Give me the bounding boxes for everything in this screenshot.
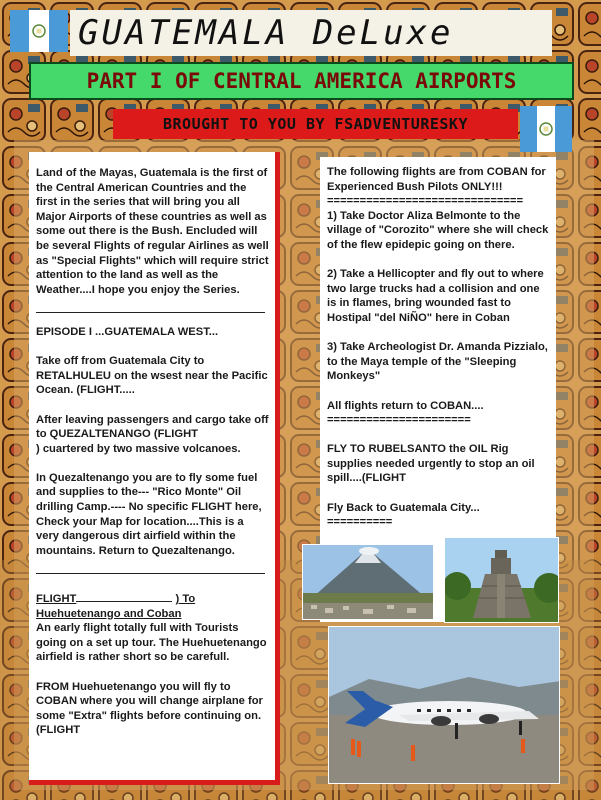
flight-route: Huehuetenango and Coban <box>36 607 182 620</box>
right-divider-3: ========== <box>327 516 393 529</box>
para2-start: After leaving passengers and cargo take off to QUEZALTENANGO (FLIGHT <box>36 413 269 441</box>
flight-paragraph-4: An early flight totally full with Tourists going on a set up tour. The Huehuetenango airfield is rather short so be carefull. <box>36 622 267 664</box>
flight-label: FLIGHT <box>36 593 77 606</box>
byline-text: BROUGHT TO YOU BY FSADVENTURESKY <box>163 115 468 133</box>
flight-line <box>36 592 269 607</box>
mission-1: 1) Take Doctor Aliza Belmonte to the village of "Corozito" where she will check of the flew epidepic going on there. <box>327 209 549 251</box>
mission-2: 2) Take a Hellicopter and fly out to where two large trucks had a collision and one is in flames, bring wounded fast to Hostipal "del NiÑO" here in Coban <box>327 268 544 324</box>
flight-to: ) To <box>175 593 196 606</box>
left-text-panel <box>29 152 280 785</box>
byline-banner <box>113 109 518 139</box>
mission-3: 3) Take Archeologist Dr. Amanda Pizzialo, to the Maya temple of the "Sleeping Monkeys" <box>327 341 548 383</box>
para1-start: Take off from Guatemala City to <box>36 355 205 368</box>
para2-end: ) cuartered by two massive volcanoes. <box>36 442 241 455</box>
oil-rig-paragraph: FLY TO RUBELSANTO the OIL Rig supplies needed urgently to stop an oil spill....(FLIGHT <box>327 443 535 485</box>
page-title: GUATEMALA DeLuxe <box>78 13 454 53</box>
para1-end: RETALHULEU on the wsest near the Pacific Ocean. (FLIGHT..... <box>36 369 268 397</box>
return-note: All flights return to COBAN.... <box>327 399 484 412</box>
volcano-photo <box>302 544 434 620</box>
maya-temple-photo <box>444 537 559 623</box>
flight-blank <box>76 601 172 602</box>
airplane-photo <box>328 626 560 784</box>
divider-line-2 <box>36 573 265 574</box>
right-intro: The following flights are from COBAN for Experienced Bush Pilots ONLY!!! <box>327 166 546 193</box>
guatemala-flag-icon-right <box>520 106 572 152</box>
right-divider-2: ====================== <box>327 414 471 427</box>
flight-paragraph-5: FROM Huehuetenango you will fly to COBAN where you will change airplane for some "Extra" flights before continuing on. (FLIGHT <box>36 680 263 737</box>
divider-line <box>36 312 265 313</box>
page-subtitle: PART I OF CENTRAL AMERICA AIRPORTS <box>86 69 517 93</box>
right-divider-1: ============================== <box>327 195 523 208</box>
intro-paragraph: Land of the Mayas, Guatemala is the first of the Central American Countries and the first in the series that will bring you all Major Airports of these countries as well as some out there is the Bush. Encluded will be several Flights of regular Airlines as well as "Special Flights" which will require strict attention to the land as well as the Weather....I hope you enjoy the Series. <box>36 167 269 296</box>
flight-paragraph-3: In Quezaltenango you are to fly some fuel and supplies to the--- "Rico Monte" Oil drilling Camp.---- No specific FLIGHT here, Check your Map for location....This is a very dangerous dirt airfield within the mountains. Return to Quezaltenango. <box>36 471 262 557</box>
subtitle-banner <box>29 62 574 100</box>
title-banner <box>70 10 552 56</box>
fly-back-line: Fly Back to Guatemala City... <box>327 501 480 514</box>
episode-heading: EPISODE I ...GUATEMALA WEST... <box>36 325 219 338</box>
flight-paragraph-1 <box>36 354 269 398</box>
guatemala-flag-icon <box>10 10 68 52</box>
flight-paragraph-2 <box>36 413 269 457</box>
